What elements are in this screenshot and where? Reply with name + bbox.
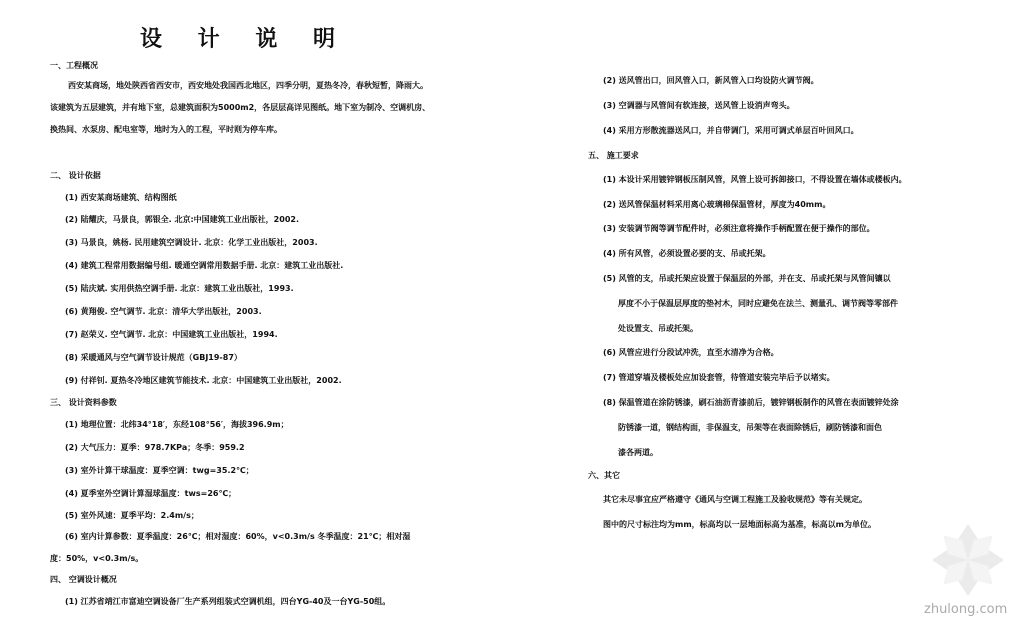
left-text-line: 度：50%，v<0.3m/s。 xyxy=(50,554,144,563)
left-text-line: 三、 设计资料参数 xyxy=(50,398,117,407)
left-text-line: (8) 采暖通风与空气调节设计规范（GBJ19-87） xyxy=(65,353,242,362)
left-text-line: (6) 室内计算参数：夏季温度：26℃；相对湿度：60%，v<0.3m/s 冬季温度：21℃；相对湿 xyxy=(65,532,411,541)
left-text-line: (1) 江苏省靖江市富迪空调设备厂生产系列组装式空调机组，四台YG-40及一台YG-50组。 xyxy=(65,597,391,606)
right-text-line: (3) 安装调节阀等调节配件时，必须注意将操作手柄配置在便于操作的部位。 xyxy=(603,224,875,233)
left-text-line: 该建筑为五层建筑，并有地下室，总建筑面积为5000m2，各层层高详见图纸。地下室为制冷、空调机房、 xyxy=(50,103,431,112)
left-text-line: (4) 建筑工程常用数据编号组. 暖通空调常用数据手册. 北京：建筑工业出版社. xyxy=(65,261,344,270)
left-text-line: 换热间、水泵房、配电室等，地时为入的工程，平时则为停车库。 xyxy=(50,125,282,134)
right-text-line: 漆各两道。 xyxy=(618,448,658,457)
left-text-line: (4) 夏季室外空调计算湿球温度：tws=26℃； xyxy=(65,489,237,498)
right-text-line: (7) 管道穿墙及楼板处应加设套管，待管道安装完毕后予以堵实。 xyxy=(603,373,835,382)
left-text-line: (2) 陆耀庆，马景良，郭银全. 北京:中国建筑工业出版社，2002. xyxy=(65,215,299,224)
left-text-line: 四、 空调设计概况 xyxy=(50,575,117,584)
right-text-line: 五、 施工要求 xyxy=(588,151,639,160)
right-text-line: 厚度不小于保温层厚度的垫衬木，同时应避免在法兰、测量孔、调节阀等零部件 xyxy=(618,299,898,308)
right-text-line: (5) 风管的支，吊或托架应设置于保温层的外部，并在支、吊或托架与风管间镶以 xyxy=(603,274,891,283)
left-text-line: 二、 设计依据 xyxy=(50,171,101,180)
right-text-line: 防锈漆一道，钢结构面，非保温支，吊架等在表面除锈后，刷防锈漆和面色 xyxy=(618,423,882,432)
left-text-line: (3) 室外计算干球温度：夏季空调：twg=35.2℃； xyxy=(65,466,254,475)
left-text-line: (5) 陆庆斌. 实用供热空调手册. 北京：建筑工业出版社，1993. xyxy=(65,284,294,293)
right-text-line: 处设置支、吊或托架。 xyxy=(618,324,698,333)
right-text-line: (2) 送风管保温材料采用离心玻璃棉保温管材，厚度为40mm。 xyxy=(603,200,831,209)
right-text-line: (1) 本设计采用镀锌钢板压制风管，风管上设可拆卸接口，不得设置在墙体或楼板内。 xyxy=(603,175,907,184)
left-text-line: (6) 黄翔俊. 空气调节. 北京：清华大学出版社，2003. xyxy=(65,307,262,316)
right-text-line: 图中的尺寸标注均为mm，标高均以一层地面标高为基准，标高以m为单位。 xyxy=(603,520,877,529)
right-text-line: (6) 风管应进行分段试冲洗，直至水清净为合格。 xyxy=(603,348,779,357)
left-text-line: (1) 西安某商场建筑、结构图纸 xyxy=(65,193,177,202)
left-text-line: (5) 室外风速：夏季平均：2.4m/s； xyxy=(65,511,199,520)
right-text-line: (2) 送风管出口，回风管入口，新风管入口均设防火调节阀。 xyxy=(603,76,819,85)
watermark-logo-icon xyxy=(928,520,1008,600)
right-text-line: 其它未尽事宜应严格遵守《通风与空调工程施工及验收规范》等有关规定。 xyxy=(603,495,867,504)
left-text-line: 一、工程概况 xyxy=(50,61,98,70)
right-text-line: (8) 保温管道在涂防锈漆，刷石油沥青漆前后，镀锌钢板制作的风管在表面镀锌处涂 xyxy=(603,398,899,407)
page-title: 设 计 说 明 xyxy=(140,26,349,52)
left-text-line: (9) 付祥钊. 夏热冬冷地区建筑节能技术. 北京：中国建筑工业出版社，2002. xyxy=(65,376,342,385)
left-text-line: (7) 赵荣义. 空气调节. 北京：中国建筑工业出版社，1994. xyxy=(65,330,278,339)
right-text-line: (3) 空调器与风管间有软连接，送风管上设消声弯头。 xyxy=(603,101,795,110)
right-text-line: (4) 采用方形散流器送风口，并自带调门，采用可调式单层百叶回风口。 xyxy=(603,126,859,135)
left-text-line: (3) 马景良，姚杨. 民用建筑空调设计. 北京：化学工业出版社，2003. xyxy=(65,238,318,247)
left-text-line: 西安某商场，地处陕西省西安市，西安地处我国西北地区，四季分明，夏热冬冷，春秋短暂，降雨大。 xyxy=(68,81,428,90)
left-text-line: (2) 大气压力：夏季：978.7KPa；冬季：959.2 xyxy=(65,443,245,452)
right-text-line: (4) 所有风管，必须设置必要的支、吊或托架。 xyxy=(603,249,771,258)
watermark-text: zhulong.com xyxy=(924,602,1008,617)
left-text-line: (1) 地理位置：北纬34°18′，东经108°56′，海拔396.9m； xyxy=(65,420,289,429)
right-text-line: 六、其它 xyxy=(588,471,620,480)
